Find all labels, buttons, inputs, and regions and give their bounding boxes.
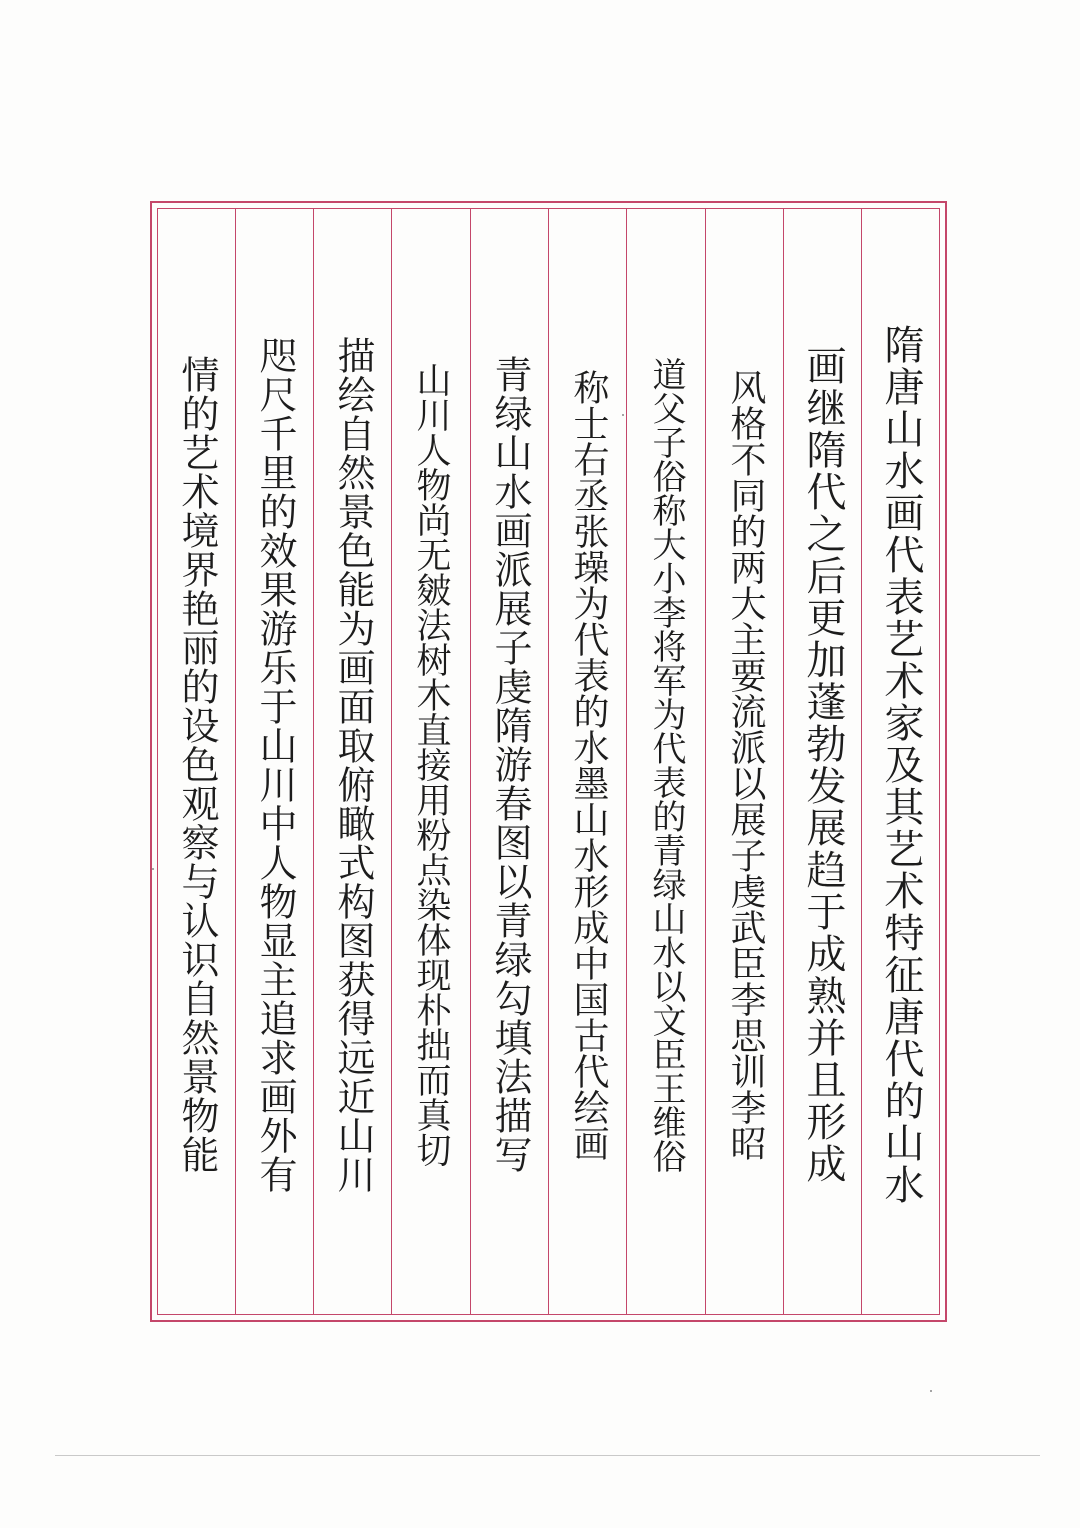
scan-edge-line [55,1455,1040,1456]
scan-speck [622,414,624,416]
text-column-4: 道父子俗称大小李将军为代表的青绿山水以文臣王维俗 [646,356,686,1173]
text-column-8: 描绘自然景色能为画面取俯瞰式构图获得远近山川 [331,335,375,1194]
scan-speck [152,868,154,870]
text-column-1: 隋唐山水画代表艺术家及其艺术特征唐代的山水 [878,323,924,1206]
text-column-9: 咫尺千里的效果游乐于山川中人物显主追求画外有 [253,335,297,1194]
text-column-7: 山川人物尚无皴法树木直接用粉点染体现朴拙而真切 [411,362,451,1167]
scan-speck [930,1390,932,1392]
text-column-5: 称士右丞张璪为代表的水墨山水形成中国古代绘画 [568,368,609,1161]
text-column-6: 青绿山水画派展子虔隋游春图以青绿勾填法描写 [488,355,532,1174]
text-column-3: 风格不同的两大主要流派以展子虔武臣李思训李昭 [725,368,766,1161]
text-column-10: 情的艺术境界艳丽的设色观察与认识自然景物能 [175,355,219,1174]
text-column-2: 画继隋代之后更加蓬勃发展趋于成熟并且形成 [800,344,846,1185]
